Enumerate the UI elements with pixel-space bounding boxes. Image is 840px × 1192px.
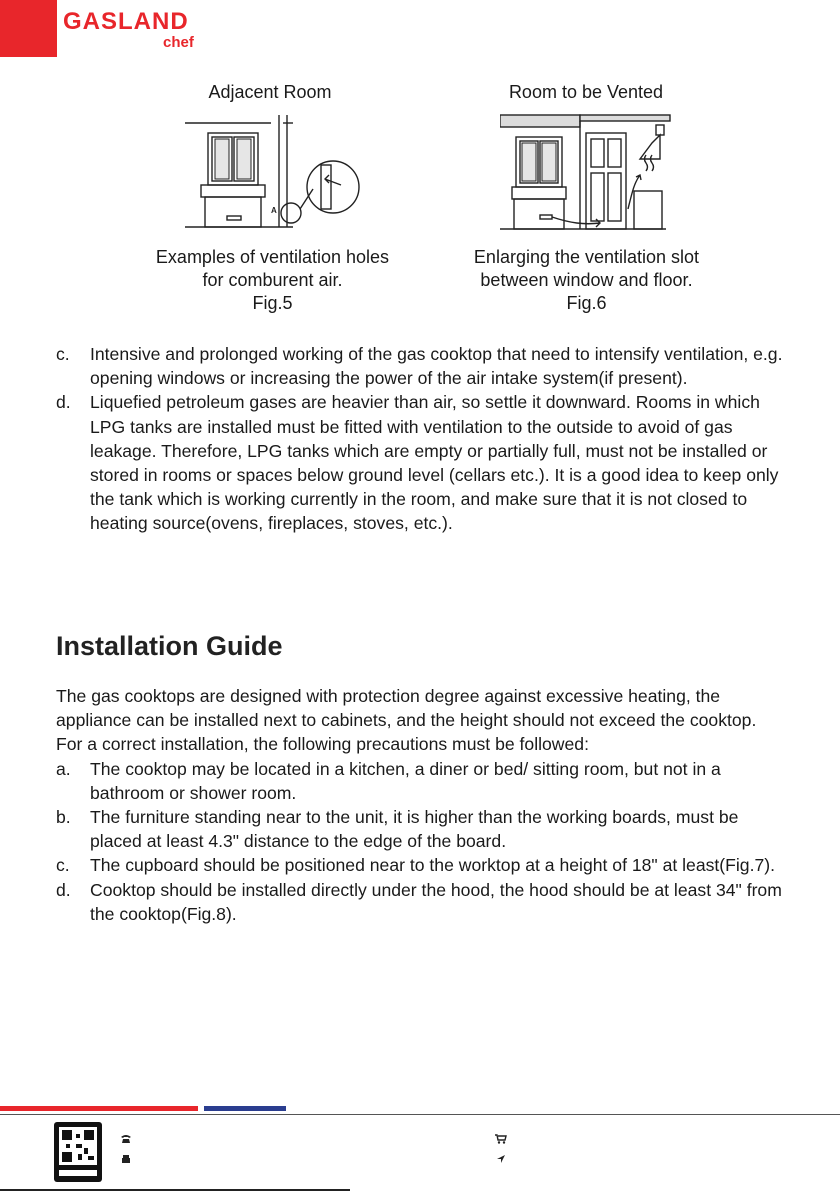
list-marker: d.	[56, 879, 71, 900]
fig5-caption	[130, 246, 415, 315]
list-text: Liquefied petroleum gases are heavier than air, so settle it downward. Rooms in which LPG tanks are installed must be fitted with ventilation to the outside to avoid of gas leakage. Therefore, LPG tanks which are empty or partially full, must not be installed or stored in rooms or spaces below ground level (cellars etc.). It is a good idea to keep only the tank which is working currently in the room, and make sure that it is not closed to heating source(ovens, fireplaces, stoves, etc.).	[90, 392, 779, 534]
footer-accent-blue	[204, 1106, 286, 1111]
phone-icon	[120, 1134, 132, 1144]
brand-logo: GASLAND	[63, 8, 189, 35]
cart-icon	[495, 1134, 507, 1144]
brand-color-block	[0, 0, 57, 57]
list-text: Intensive and prolonged working of the gas cooktop that need to intensify ventilation, e.g. opening windows or increasing the power of the air intake system(if present).	[90, 344, 783, 389]
footer-accent-red	[0, 1106, 198, 1111]
installation-body	[56, 684, 786, 926]
fig5-label: Fig.5	[252, 293, 293, 313]
list-item	[56, 853, 786, 877]
list-text: The cupboard should be positioned near to the worktop at a height of 18" at least(Fig.7).	[90, 855, 776, 876]
location-arrow-icon	[496, 1154, 506, 1164]
fig6-label: Fig.6	[566, 293, 607, 313]
fig5-title: Adjacent Room	[208, 82, 332, 102]
section-heading: Installation Guide	[56, 631, 283, 661]
fig6-illustration	[500, 113, 672, 233]
list-item	[56, 342, 786, 390]
list-text: The furniture standing near to the unit, it is higher than the working boards, must be placed at least 4.3" distance to the edge of the board.	[90, 807, 739, 852]
list-marker: d.	[56, 392, 71, 413]
fig5-caption-line: Examples of ventilation holes	[155, 247, 390, 267]
fig5-marker: A	[271, 206, 277, 215]
list-text: Cooktop should be installed directly under the hood, the hood should be at least 34" from the cooktop(Fig.8).	[90, 879, 782, 924]
installation-intro: The gas cooktops are designed with protection degree against excessive heating, the appliance can be installed next to cabinets, and the height should not exceed the cooktop. For a correct installation, the following precautions must be followed:	[56, 686, 757, 755]
list-item	[56, 805, 786, 853]
list-item	[56, 878, 786, 926]
list-item	[56, 390, 786, 535]
fig5-illustration	[183, 113, 363, 233]
footer-bottom-rule	[0, 1189, 350, 1191]
fig6-title: Room to be Vented	[508, 82, 664, 102]
qr-code	[54, 1122, 102, 1182]
list-marker: a.	[56, 758, 71, 779]
brand-logo-sub: chef	[163, 34, 194, 51]
list-item	[56, 757, 786, 805]
fig6-caption-line: between window and floor.	[480, 270, 693, 290]
fig6-caption	[444, 246, 729, 315]
ventilation-list	[56, 342, 786, 536]
list-text: The cooktop may be located in a kitchen, a diner or bed/ sitting room, but not in a bathroom or shower room.	[90, 758, 721, 803]
footer-divider	[0, 1114, 840, 1115]
list-marker: b.	[56, 807, 71, 828]
list-marker: c.	[56, 855, 70, 876]
fig5-caption-line: for comburent air.	[202, 270, 343, 290]
list-marker: c.	[56, 344, 70, 364]
fig6-caption-line: Enlarging the ventilation slot	[473, 247, 700, 267]
mail-icon	[121, 1154, 131, 1164]
